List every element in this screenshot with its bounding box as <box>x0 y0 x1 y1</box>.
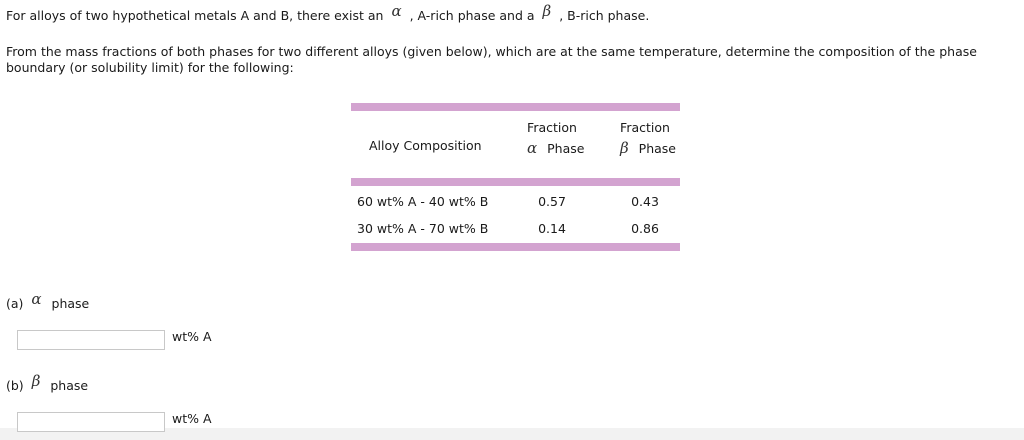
intro-part3: , B-rich phase. <box>559 8 650 23</box>
part-b-answer-input[interactable] <box>17 412 165 432</box>
part-b-text: phase <box>50 378 89 393</box>
table-cell-alpha: 0.14 <box>538 221 566 236</box>
table-cell-alpha: 0.57 <box>538 194 566 209</box>
header-beta-phase-label: Phase <box>638 141 676 156</box>
table-cell-composition: 30 wt% A - 70 wt% B <box>357 221 489 236</box>
header-alpha-symbol: α <box>527 139 538 157</box>
question-text: From the mass fractions of both phases for two different alloys (given below), which are at the same temperature, determine the composition of the phase boundary (or solubility limit) for the following: <box>6 44 977 75</box>
part-a-heading <box>6 290 90 312</box>
alpha-symbol: α <box>391 2 402 20</box>
table-cell-composition: 60 wt% A - 40 wt% B <box>357 194 489 209</box>
part-a-label: (a) <box>6 296 24 311</box>
table-cell-beta: 0.43 <box>631 194 659 209</box>
table-cell-beta: 0.86 <box>631 221 659 236</box>
header-beta-fraction: Fraction <box>620 120 670 135</box>
header-alpha-phase-label: Phase <box>547 141 585 156</box>
header-alpha-phase <box>527 139 584 157</box>
table-mid-band <box>351 178 680 186</box>
part-a-text: phase <box>51 296 90 311</box>
table-top-band <box>351 103 680 111</box>
table-bottom-band <box>351 243 680 251</box>
part-b-beta-symbol: β <box>31 372 41 390</box>
part-a-answer-input[interactable] <box>17 330 165 350</box>
header-alloy-composition: Alloy Composition <box>369 138 482 153</box>
intro-part1: For alloys of two hypothetical metals A and B, there exist an <box>6 8 384 23</box>
intro-text <box>6 2 650 24</box>
header-alpha-fraction: Fraction <box>527 120 577 135</box>
part-b-label: (b) <box>6 378 24 393</box>
part-b-heading <box>6 372 89 394</box>
beta-symbol: β <box>542 2 552 20</box>
part-a-unit: wt% A <box>172 329 212 344</box>
header-beta-phase <box>620 139 676 157</box>
header-beta-symbol: β <box>620 139 629 157</box>
part-a-alpha-symbol: α <box>31 290 42 308</box>
part-b-unit: wt% A <box>172 411 212 426</box>
intro-part2: , A-rich phase and a <box>409 8 535 23</box>
